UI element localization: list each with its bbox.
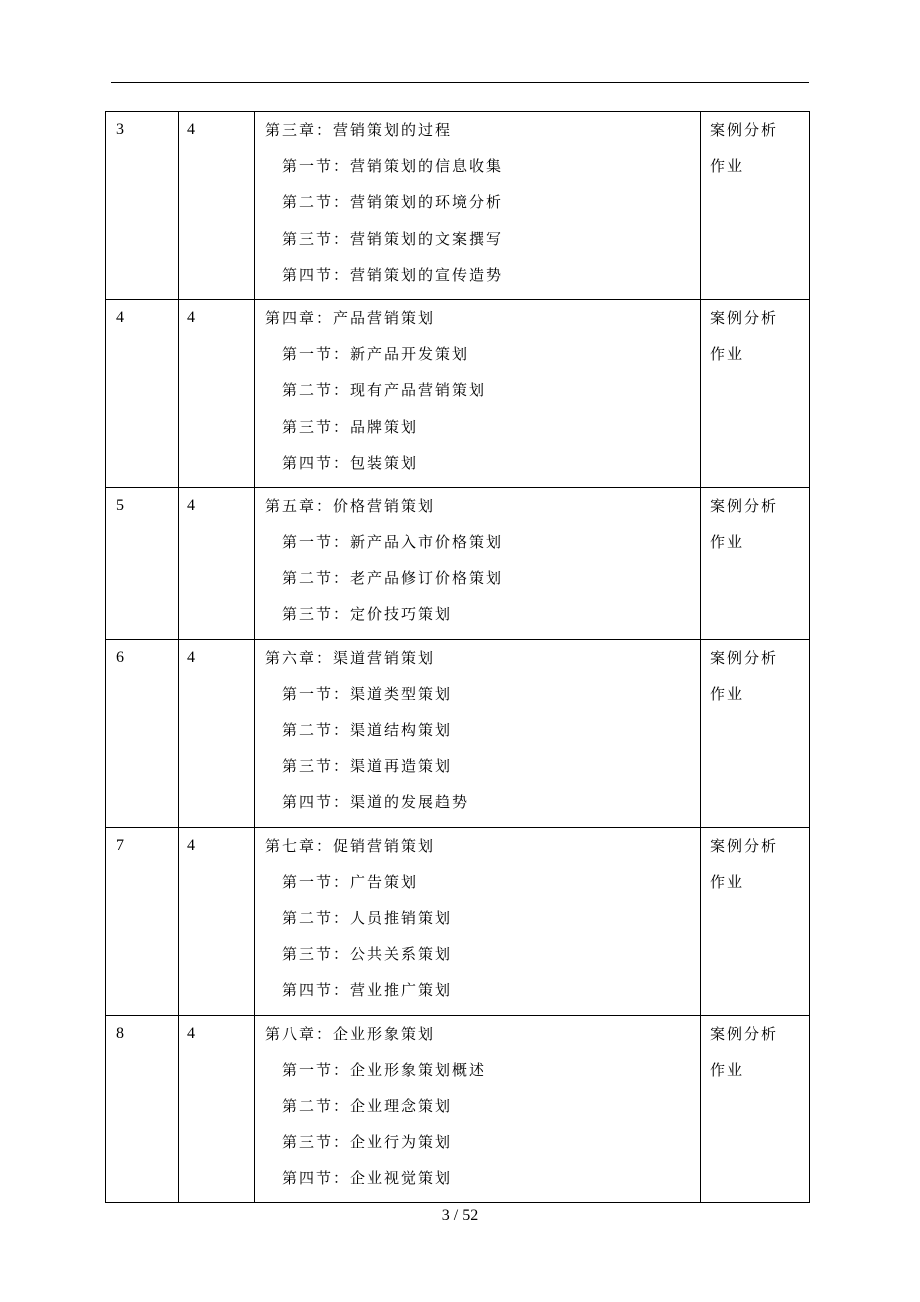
week-cell xyxy=(106,112,179,300)
table-row xyxy=(106,112,810,300)
method-cell xyxy=(701,112,810,300)
section-title: 第二节：渠道结构策划 xyxy=(282,721,453,739)
section-title: 第二节：人员推销策划 xyxy=(282,908,453,927)
section-title: 第三节：定价技巧策划 xyxy=(282,605,453,624)
content-cell xyxy=(255,112,701,300)
method-cell xyxy=(701,639,810,827)
week-cell xyxy=(106,299,179,487)
section-title: 第一节：渠道类型策划 xyxy=(282,684,453,703)
method-cell xyxy=(701,827,810,1015)
teaching-method: 案例分析 xyxy=(710,836,779,855)
section-title: 第二节：老产品修订价格策划 xyxy=(282,569,504,588)
section-title: 第四节：营销策划的宣传造势 xyxy=(282,265,504,284)
table-row xyxy=(106,299,810,487)
method-cell xyxy=(701,487,810,639)
section-title: 第二节：企业理念策划 xyxy=(282,1096,453,1115)
teaching-method: 作业 xyxy=(710,1060,745,1079)
week-number: 8 xyxy=(116,1024,124,1042)
hours-cell xyxy=(179,827,255,1015)
hours-value: 4 xyxy=(187,308,195,326)
method-cell xyxy=(701,299,810,487)
content-cell xyxy=(255,827,701,1015)
week-number: 7 xyxy=(116,836,124,854)
section-title: 第一节：广告策划 xyxy=(282,872,419,891)
section-title: 第四节：渠道的发展趋势 xyxy=(282,793,470,812)
chapter-title: 第三章：营销策划的过程 xyxy=(265,121,453,139)
hours-value: 4 xyxy=(187,648,195,666)
content-cell xyxy=(255,299,701,487)
chapter-title: 第七章：促销营销策划 xyxy=(265,836,436,855)
hours-cell xyxy=(179,487,255,639)
week-number: 4 xyxy=(116,308,124,326)
hours-value: 4 xyxy=(187,1024,195,1042)
section-title: 第三节：渠道再造策划 xyxy=(282,757,453,776)
hours-value: 4 xyxy=(187,496,195,514)
week-cell xyxy=(106,487,179,639)
hours-cell xyxy=(179,112,255,300)
week-number: 5 xyxy=(116,496,124,514)
section-title: 第三节：营销策划的文案撰写 xyxy=(282,229,504,248)
content-cell xyxy=(255,639,701,827)
section-title: 第一节：新产品开发策划 xyxy=(282,345,470,364)
teaching-method: 案例分析 xyxy=(710,648,779,667)
teaching-method: 案例分析 xyxy=(710,496,779,515)
week-number: 3 xyxy=(116,121,124,138)
table-row xyxy=(106,639,810,827)
section-title: 第四节：包装策划 xyxy=(282,453,419,472)
hours-cell xyxy=(179,299,255,487)
syllabus-table-body xyxy=(106,112,810,1203)
week-cell xyxy=(106,639,179,827)
table-row xyxy=(106,827,810,1015)
table-row xyxy=(106,1015,810,1203)
week-cell xyxy=(106,1015,179,1203)
teaching-method: 案例分析 xyxy=(710,121,779,139)
section-title: 第一节：营销策划的信息收集 xyxy=(282,157,504,176)
section-title: 第二节：现有产品营销策划 xyxy=(282,381,487,400)
section-title: 第四节：营业推广策划 xyxy=(282,981,453,1000)
header-rule xyxy=(111,82,809,83)
section-title: 第二节：营销策划的环境分析 xyxy=(282,193,504,212)
content-cell xyxy=(255,487,701,639)
week-cell xyxy=(106,827,179,1015)
section-title: 第三节：公共关系策划 xyxy=(282,945,453,964)
hours-value: 4 xyxy=(187,836,195,854)
chapter-title: 第五章：价格营销策划 xyxy=(265,496,436,515)
teaching-method: 作业 xyxy=(710,157,745,176)
chapter-title: 第六章：渠道营销策划 xyxy=(265,648,436,667)
week-number: 6 xyxy=(116,648,124,666)
page-number: 3 / 52 xyxy=(441,1207,479,1224)
teaching-method: 案例分析 xyxy=(710,308,779,327)
hours-value: 4 xyxy=(187,121,195,138)
teaching-method: 案例分析 xyxy=(710,1024,779,1043)
hours-cell xyxy=(179,639,255,827)
content-cell xyxy=(255,1015,701,1203)
chapter-title: 第八章：企业形象策划 xyxy=(265,1024,436,1043)
teaching-method: 作业 xyxy=(710,872,745,891)
section-title: 第一节：企业形象策划概述 xyxy=(282,1060,487,1079)
section-title: 第四节：企业视觉策划 xyxy=(282,1169,453,1188)
teaching-method: 作业 xyxy=(710,345,745,364)
chapter-title: 第四章：产品营销策划 xyxy=(265,308,436,327)
teaching-method: 作业 xyxy=(710,684,745,703)
section-title: 第一节：新产品入市价格策划 xyxy=(282,533,504,552)
syllabus-table xyxy=(105,111,810,1203)
section-title: 第三节：品牌策划 xyxy=(282,417,419,436)
table-row xyxy=(106,487,810,639)
teaching-method: 作业 xyxy=(710,533,745,552)
hours-cell xyxy=(179,1015,255,1203)
section-title: 第三节：企业行为策划 xyxy=(282,1133,453,1152)
method-cell xyxy=(701,1015,810,1203)
